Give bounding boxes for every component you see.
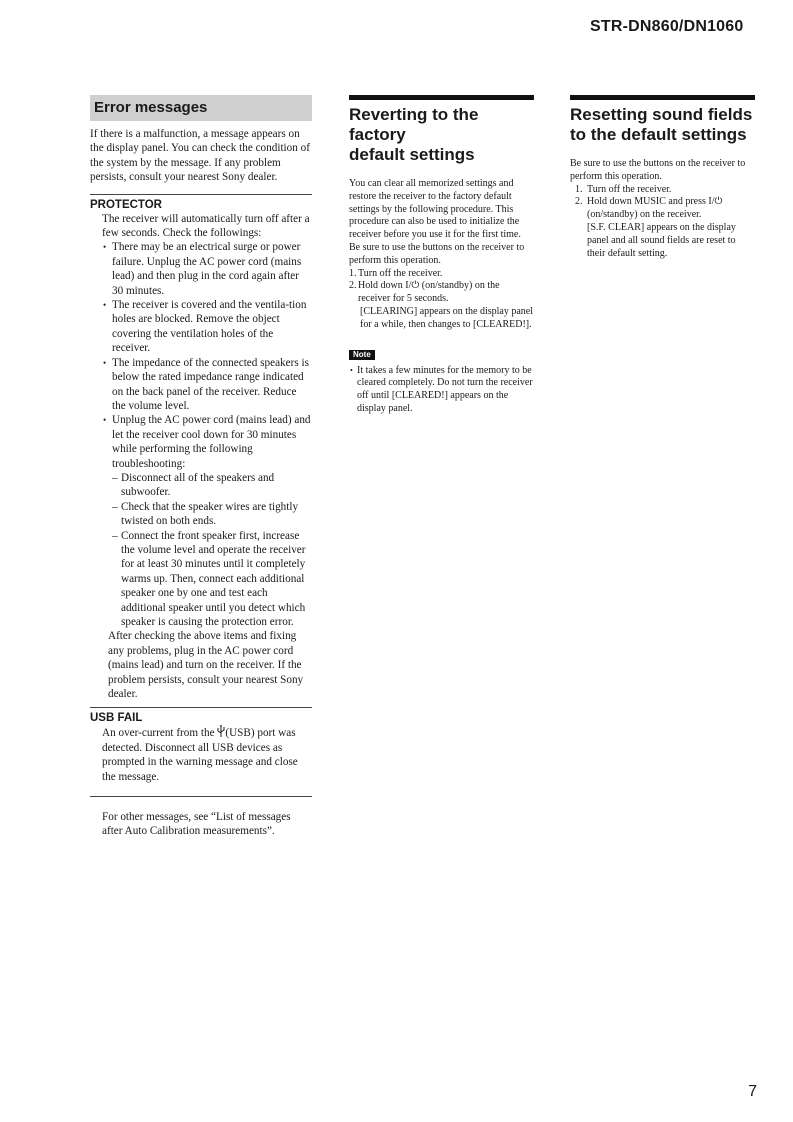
reverting-note: • It takes a few minutes for the memory to be cleared completely. Do not turn the receiver off until [CLEARED!] appears on the display panel. (349, 365, 534, 416)
reverting-intro2: Be sure to use the buttons on the receiver to perform this operation. (349, 241, 525, 266)
reverting-intro: You can clear all memorized settings and restore the receiver to the factory default settings by the following procedure. This procedure can also be used to initialize the receiver before you use it for the first time. (349, 178, 521, 241)
protector-bullet: • The receiver is covered and the ventila-tion holes are blocked. Remove the object covering the ventilation holes of the receiver. (90, 298, 312, 356)
divider (90, 707, 312, 708)
resetting-intro: Be sure to use the buttons on the receiver to perform this operation. (570, 158, 746, 182)
divider (90, 796, 312, 797)
protector-after: After checking the above items and fixing any problems, plug in the AC power cord (mains lead) and turn on the receiver. If the problem persists, consult your nearest Sony dealer. (108, 630, 304, 701)
protector-dash-item: – Check that the speaker wires are tightly twisted on both ends. (112, 500, 299, 528)
other-messages-ref: For other messages, see “List of messages after Auto Calibration measurements”. (102, 811, 291, 838)
resetting-step-2: 2. Hold down MUSIC and press I/⏻ (on/standby) on the receiver. (575, 196, 723, 221)
divider (90, 194, 312, 195)
usb-fail-heading: USB FAIL (90, 712, 143, 725)
note-badge: Note (349, 350, 375, 360)
page-number: 7 (748, 1083, 757, 1100)
protector-lead: The receiver will automatically turn off after a few seconds. Check the followings: (102, 212, 310, 240)
power-standby-icon: I/⏻ (405, 280, 420, 292)
protector-bullet: • There may be an electrical surge or power failure. Unplug the AC power cord (mains lead) and then plug in the cord again after 30 minutes. (90, 240, 312, 298)
error-messages-intro: If there is a malfunction, a message appears on the display panel. You can check the condition of the system by the message. If any problem persists, consult your nearest Sony dealer. (90, 128, 310, 184)
resetting-section (570, 95, 755, 260)
resetting-title: Resetting sound fields to the default settings (570, 95, 755, 145)
reverting-step-1: 1. Turn off the receiver. (349, 267, 443, 279)
reverting-title: Reverting to the factory default settings (349, 95, 534, 165)
reverting-step-2: 2. Hold down I/⏻ (on/standby) on the receiver for 5 seconds. (349, 280, 500, 305)
usb-fail-text: An over-current from the (USB) port was detected. Disconnect all USB devices as prompted in the warning message and close the message. (102, 727, 298, 783)
reverting-section (349, 95, 534, 416)
protector-bullet: • Unplug the AC power cord (mains lead) and let the receiver cool down for 30 minutes while performing the following troubleshooting: (90, 413, 312, 471)
reverting-step-2-result: [CLEARING] appears on the display panel for a while, then changes to [CLEARED!]. (360, 305, 534, 330)
protector-heading: PROTECTOR (90, 198, 162, 211)
protector-bullet: • The impedance of the connected speakers is below the rated impedance range indicated on the back panel of the receiver. Reduce the volume level. (90, 356, 312, 414)
protector-dash-item: – Disconnect all of the speakers and subwoofer. (112, 471, 275, 499)
protector-dash-item: – Connect the front speaker first, increase the volume level and operate the receiver for at least 30 minutes until it completely warms up. Then, connect each additional speaker one by one and test each additional speaker until you detect which speaker is causing the protection error. (112, 529, 306, 628)
error-messages-section (90, 95, 312, 839)
header-model: STR-DN860/DN1060 (590, 18, 744, 35)
resetting-step-2-result: [S.F. CLEAR] appears on the display panel and all sound fields are reset to their default setting. (587, 221, 736, 259)
resetting-step-1: 1. Turn off the receiver. (575, 183, 672, 195)
error-messages-title: Error messages (90, 95, 312, 121)
power-standby-icon: I/⏻ (708, 196, 723, 208)
